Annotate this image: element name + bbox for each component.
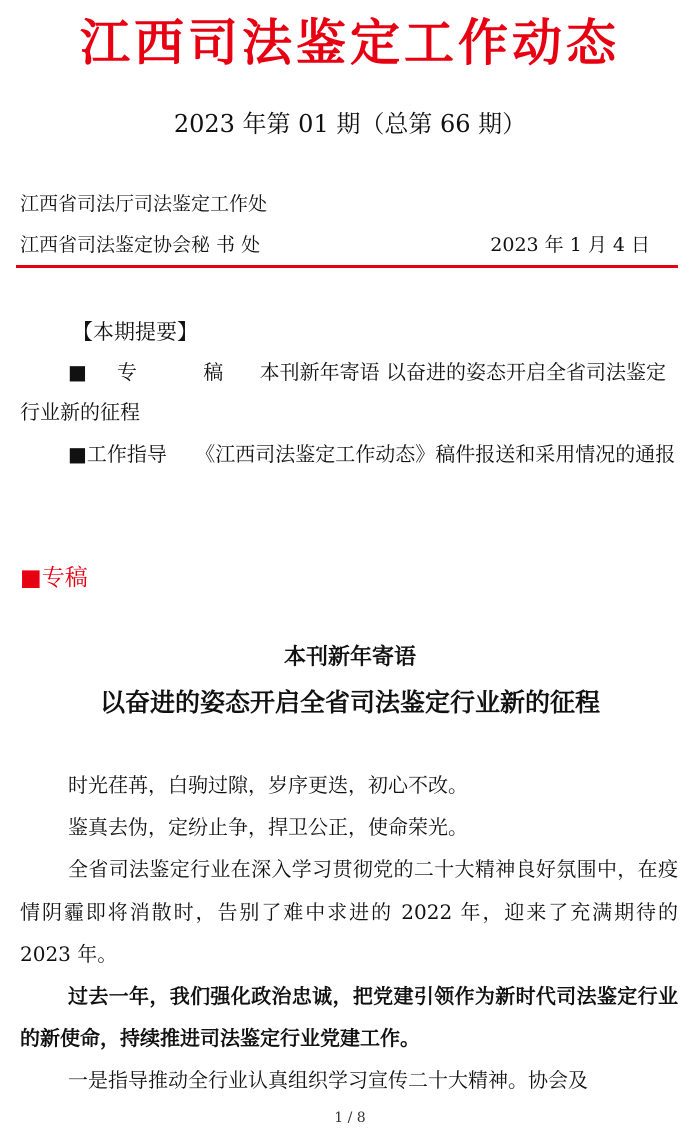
summary-item-label: ■工作指导 (68, 442, 167, 466)
header-rule (16, 265, 678, 268)
issuing-org-1: 江西省司法厅司法鉴定工作处 (20, 193, 268, 215)
masthead-title: 江西司法鉴定工作动态 (80, 14, 620, 72)
page-number: 1 / 8 (334, 1110, 366, 1126)
paragraph: 时光荏苒，白驹过隙，岁序更迭，初心不改。 (68, 773, 468, 797)
summary-item-text: 《江西司法鉴定工作动态》稿件报送和采用情况的通报 (195, 442, 676, 466)
summary-item (20, 352, 680, 432)
issue-number: 2023 年第 01 期（总第 66 期） (173, 110, 527, 138)
issuing-org-2: 江西省司法鉴定协会秘 书 处 (20, 234, 261, 256)
summary-item-label: ■专 稿 (68, 360, 254, 384)
summary-heading: 【本期提要】 (72, 320, 198, 344)
issue-date: 2023 年 1 月 4 日 (490, 234, 650, 256)
summary-item (20, 434, 680, 474)
paragraph: 全省司法鉴定行业在深入学习贯彻党的二十大精神良好氛围中，在疫情阴霾即将消散时，告别了难中求进的 2022 年，迎来了充满期待的 2023 年。 (20, 857, 678, 966)
article-kicker: 本刊新年寄语 (283, 645, 416, 670)
paragraph: 一是指导推动全行业认真组织学习宣传二十大精神。协会及 (68, 1068, 588, 1093)
paragraph: 鉴真去伪，定纷止争，捍卫公正，使命荣光。 (68, 815, 468, 840)
paragraph-bold: 过去一年，我们强化政治忠诚，把党建引领作为新时代司法鉴定行业的新使命，持续推进司法鉴定行业党建工作。 (20, 984, 678, 1051)
article-title: 以奋进的姿态开启全省司法鉴定行业新的征程 (99, 688, 600, 717)
article-body (20, 764, 678, 1102)
section-tag: ■专稿 (20, 565, 88, 591)
summary-item-text: 本刊新年寄语 以奋进的姿态开启全省司法鉴定行业新的征程 (20, 360, 666, 424)
